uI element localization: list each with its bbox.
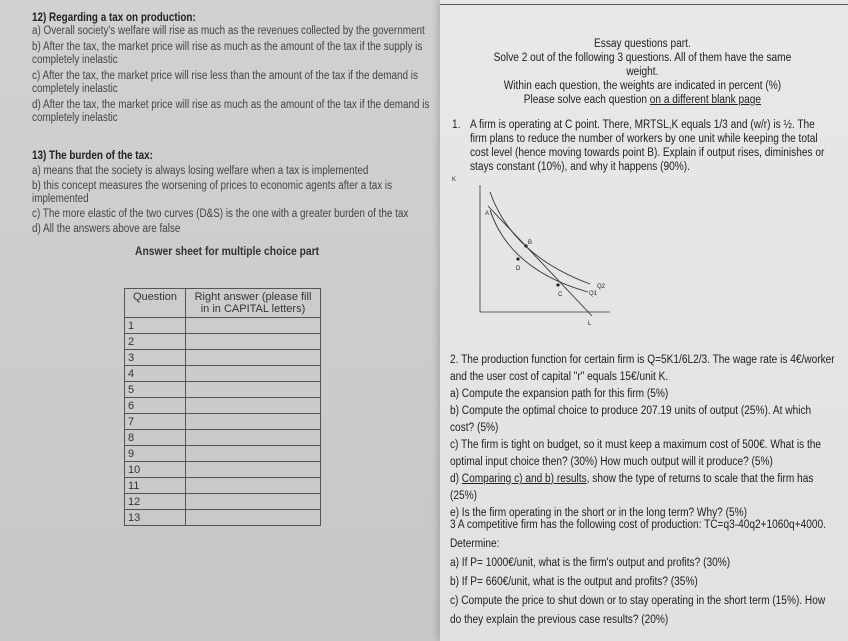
answer-row-cell[interactable]: [186, 334, 321, 350]
answer-row-number: 1: [125, 318, 186, 334]
question-12-option-d: d) After the tax, the market price will rise as much as the amount of the tax if the demand is completely inelastic: [32, 99, 430, 124]
answer-row-number: 10: [125, 462, 186, 478]
answer-row-cell[interactable]: [186, 382, 321, 398]
answer-row-number: 6: [125, 398, 186, 414]
answer-sheet-col-answer: Right answer (please fill in in CAPITAL letters): [186, 289, 321, 318]
answer-row-cell[interactable]: [186, 350, 321, 366]
essay-header-line4: [484, 93, 801, 107]
point-a-label: A: [485, 211, 490, 217]
question-2-a: a) Compute the expansion path for this firm (5%): [450, 388, 669, 400]
answer-row-cell[interactable]: [186, 398, 321, 414]
answer-row-cell[interactable]: [186, 366, 321, 382]
curve-q1-label: Q1: [589, 291, 598, 297]
answer-row-number: 11: [125, 478, 186, 494]
answer-row: [125, 478, 321, 494]
question-13-title: 13) The burden of the tax:: [32, 150, 153, 162]
essay-header-line1: Essay questions part.: [594, 38, 691, 50]
answer-row-number: 9: [125, 446, 186, 462]
answer-row: [125, 446, 321, 462]
question-12-option-a: a) Overall society's welfare will rise as much as the revenues collected by the government: [32, 25, 425, 37]
question-1-text: A firm is operating at C point. There, MRTSL,K equals 1/3 and (w/r) is ½. The firm plans to reduce the number of workers by one unit while keeping the total cost level (hence moving towards point B). Explain if output rises, diminishes or stays constant (10%), and why it happens (90%).: [470, 119, 825, 173]
question-1-number: 1.: [452, 119, 461, 131]
answer-row-cell[interactable]: [186, 510, 321, 526]
answer-row-cell[interactable]: [186, 430, 321, 446]
point-c-dot: [556, 283, 559, 286]
answer-row-cell[interactable]: [186, 414, 321, 430]
question-13: [32, 150, 436, 236]
answer-row-cell[interactable]: [186, 446, 321, 462]
answer-row: [125, 318, 321, 334]
question-2-c: c) The firm is tight on budget, so it must keep a maximum cost of 500€. What is the optimal input choice then? (30%) How much output will it produce? (5%): [450, 439, 822, 468]
top-rule: [440, 4, 848, 5]
essay-header: [484, 37, 801, 107]
answer-row-number: 2: [125, 334, 186, 350]
essay-header-line3: Within each question, the weights are indicated in percent (%): [503, 80, 782, 92]
question-2-d-underlined: Comparing c) and b) results: [461, 473, 587, 485]
question-2-intro: 2. The production function for certain firm is Q=5K1/6L2/3. The wage rate is 4€/worker and the user cost of capital "r" equals 15€/unit K.: [450, 354, 835, 383]
isoquant-q2: [490, 192, 590, 284]
graph-y-axis-label: K: [452, 177, 457, 183]
essay-header-line4-underlined: on a different blank page: [649, 94, 762, 106]
question-2-d-suffix: , show the type of returns to scale that the firm has (25%): [450, 473, 814, 502]
question-2: [450, 352, 837, 522]
question-13-option-b: b) this concept measures the worsening of prices to economic agents after a tax is implemented: [32, 180, 393, 205]
answer-row: [125, 398, 321, 414]
question-12-title: 12) Regarding a tax on production:: [32, 12, 196, 24]
answer-row-cell[interactable]: [186, 318, 321, 334]
question-13-option-d: d) All the answers above are false: [32, 223, 181, 235]
question-13-option-a: a) means that the society is always losing welfare when a tax is implemented: [32, 165, 369, 177]
question-3-c: c) Compute the price to shut down or to stay operating in the short term (15%). How do they explain the previous case results? (20%): [450, 595, 826, 626]
answer-row-number: 13: [125, 510, 186, 526]
answer-row-number: 7: [125, 414, 186, 430]
essay-header-line4-text: Please solve each question: [523, 94, 650, 106]
answer-row-number: 12: [125, 494, 186, 510]
isocost-line: [488, 206, 592, 316]
answer-row: [125, 366, 321, 382]
answer-sheet-body: [125, 318, 321, 526]
answer-row: [125, 414, 321, 430]
answer-row-number: 3: [125, 350, 186, 366]
point-d-label: D: [516, 266, 521, 272]
curve-q2-label: Q2: [597, 284, 606, 290]
question-2-e: e) Is the firm operating in the short or in the long term? Why? (5%): [450, 507, 747, 519]
point-c-label: C: [558, 292, 563, 298]
answer-row: [125, 494, 321, 510]
answer-sheet-col-question: Question: [125, 289, 186, 318]
isoquant-graph: [450, 170, 625, 330]
answer-row: [125, 382, 321, 398]
answer-sheet-table: [124, 288, 321, 526]
question-2-d-prefix: d): [450, 473, 462, 485]
answer-row-cell[interactable]: [186, 478, 321, 494]
answer-row-cell[interactable]: [186, 494, 321, 510]
answer-row: [125, 510, 321, 526]
question-12-option-c: c) After the tax, the market price will rise less than the amount of the tax if the demand is completely inelastic: [32, 70, 418, 95]
answer-row: [125, 462, 321, 478]
answer-row-number: 8: [125, 430, 186, 446]
question-3-intro: 3 A competitive firm has the following cost of production: TC=q3-40q2+1060q+4000. Determine:: [450, 519, 826, 550]
question-3-b: b) If P= 660€/unit, what is the output and profits? (35%): [450, 576, 698, 588]
answer-row: [125, 350, 321, 366]
essay-header-line2: Solve 2 out of the following 3 questions. All of them have the same weight.: [493, 52, 792, 78]
answer-sheet-title: Answer sheet for multiple choice part: [135, 244, 320, 258]
question-12: [32, 12, 436, 125]
answer-row-number: 5: [125, 382, 186, 398]
answer-row-number: 4: [125, 366, 186, 382]
question-3-a: a) If P= 1000€/unit, what is the firm's output and profits? (30%): [450, 557, 731, 569]
point-b-label: B: [528, 240, 533, 246]
question-13-option-c: c) The more elastic of the two curves (D&S) is the one with a greater burden of the tax: [32, 208, 409, 220]
answer-row-cell[interactable]: [186, 462, 321, 478]
question-2-d: [450, 471, 837, 505]
answer-row: [125, 334, 321, 350]
graph-x-axis-label: L: [588, 321, 592, 327]
question-12-option-b: b) After the tax, the market price will rise as much as the amount of the tax if the supply is completely inelastic: [32, 41, 423, 66]
question-2-b: b) Compute the optimal choice to produce 207.19 units of output (25%). At which cost? (5%): [450, 405, 812, 434]
answer-row: [125, 430, 321, 446]
point-d-dot: [516, 257, 519, 260]
question-3: [450, 516, 837, 630]
answer-sheet-header-row: [125, 289, 321, 318]
